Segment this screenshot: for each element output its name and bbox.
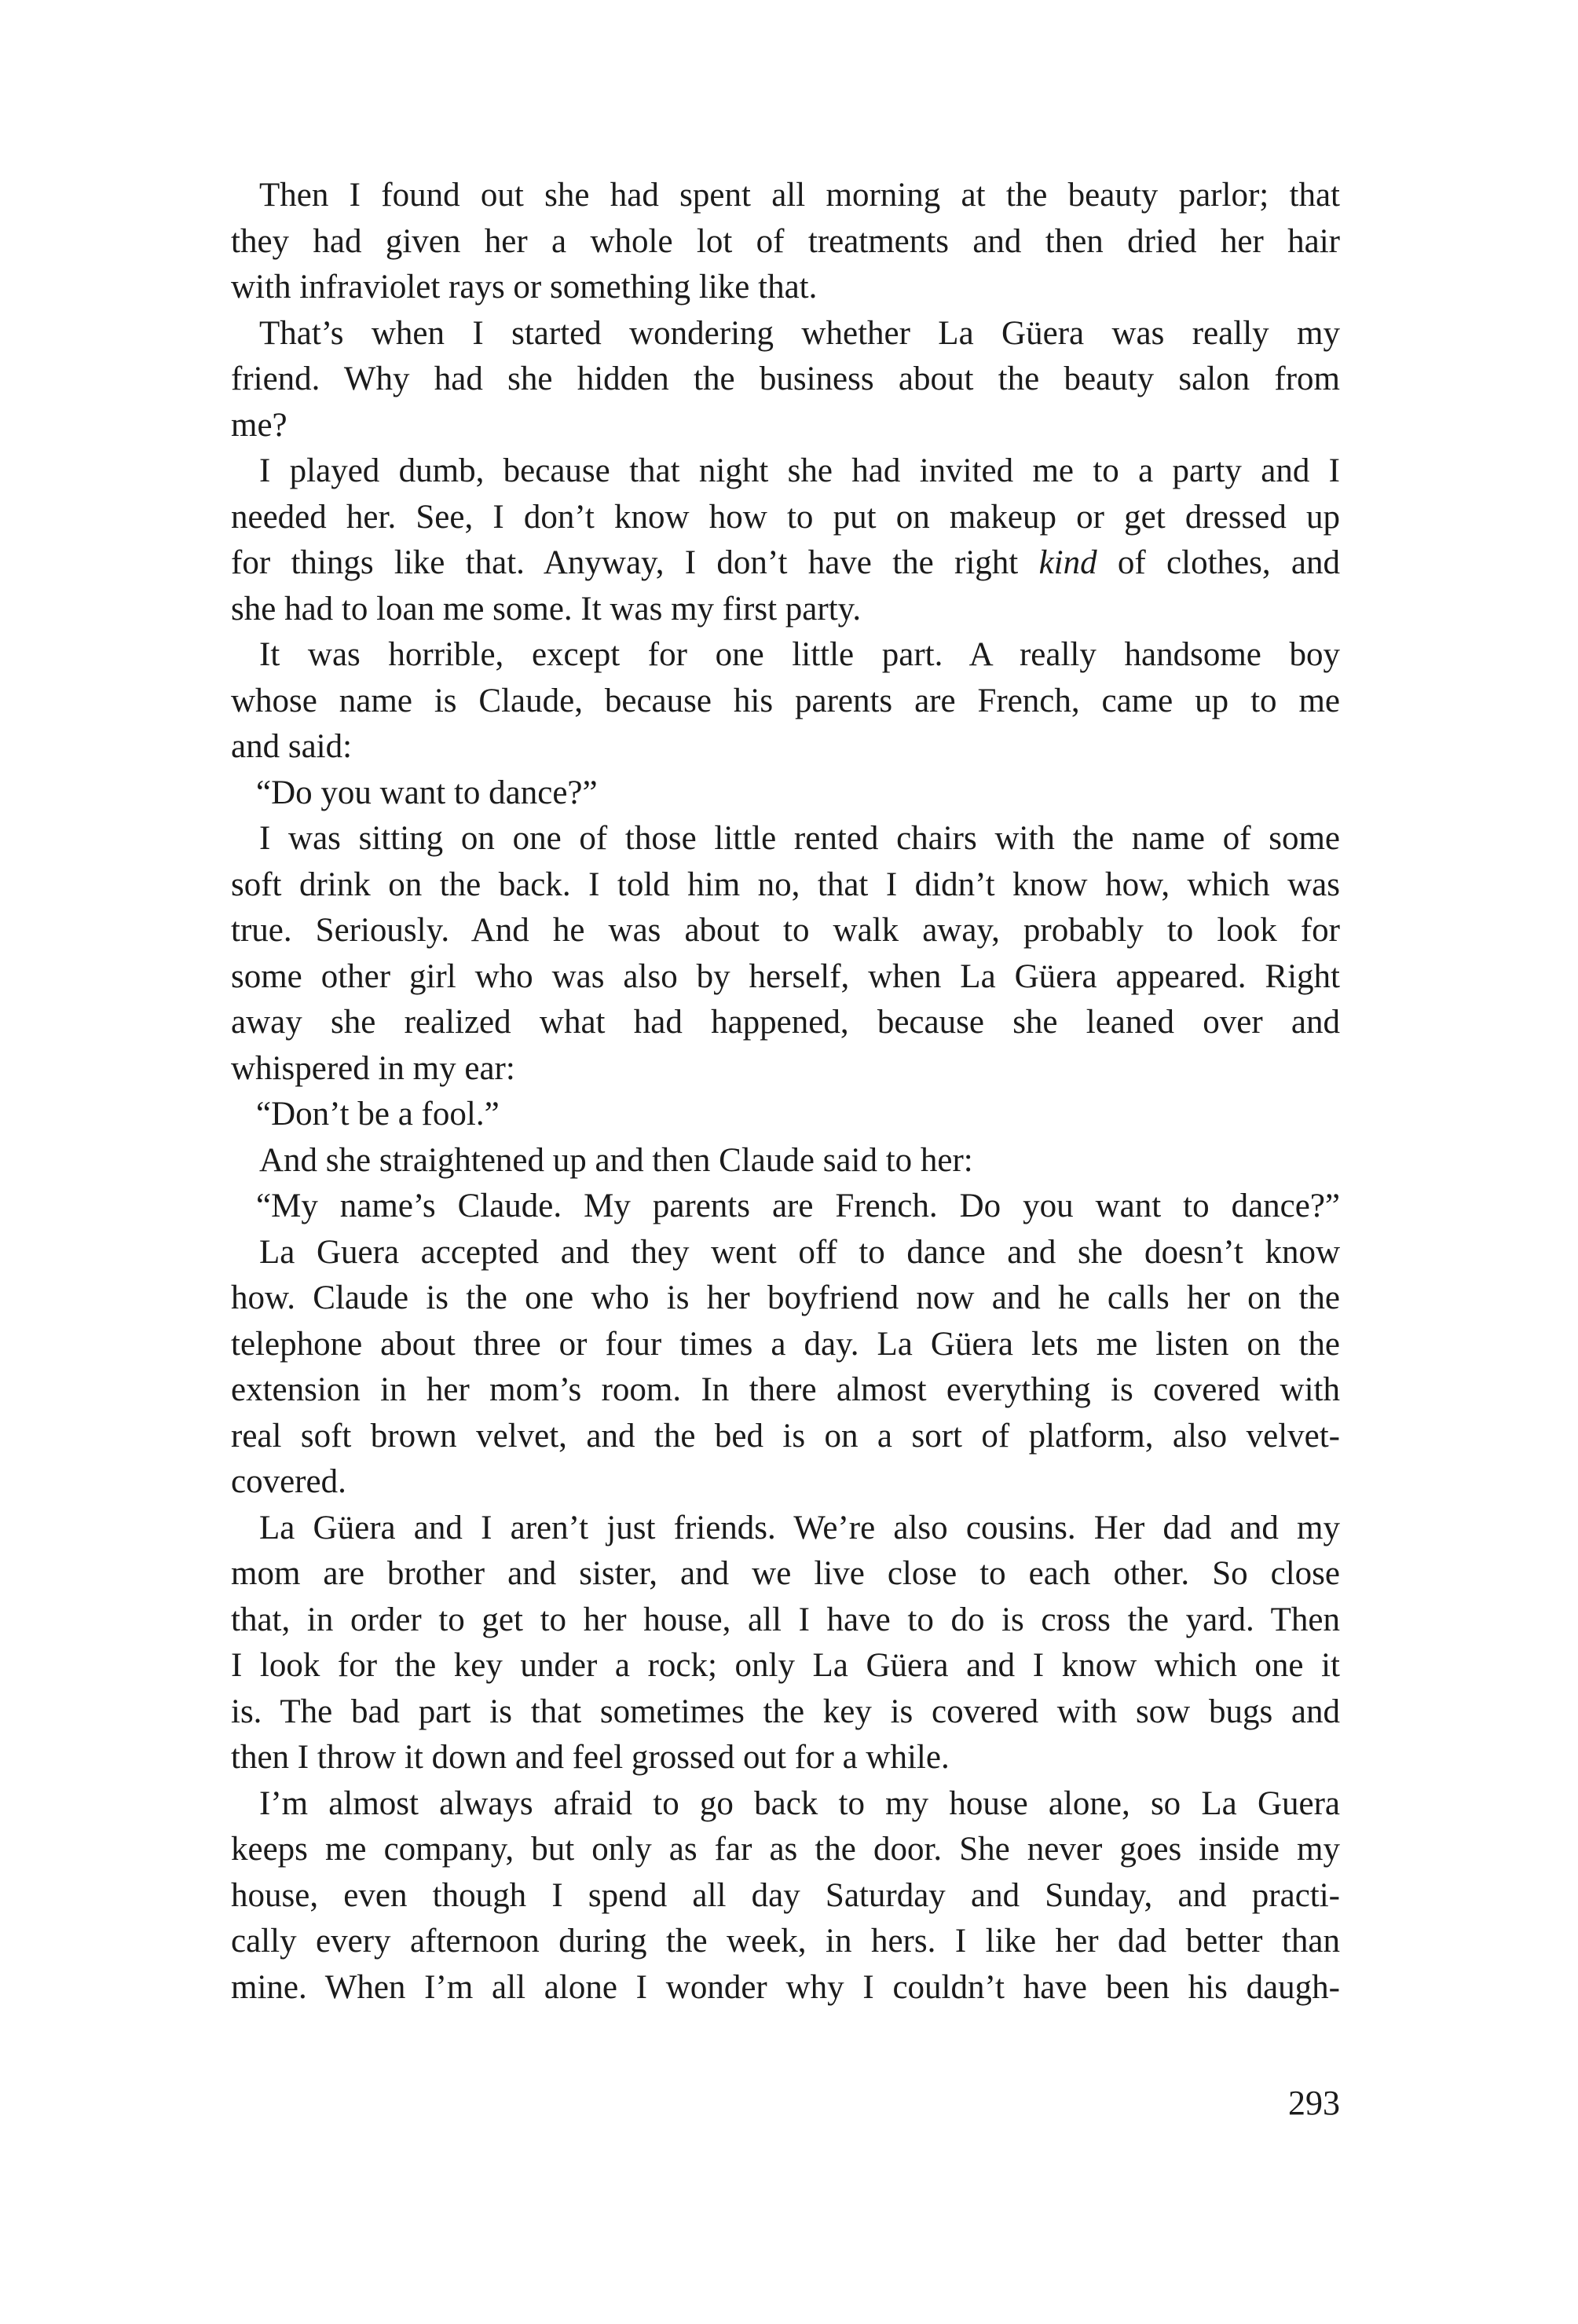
text-line: me?: [231, 406, 287, 444]
text-line: she had to loan me some. It was my first party.: [231, 590, 862, 628]
text-line: friend. Why had she hidden the business about the beauty salon from: [231, 360, 1340, 397]
text-line: with infraviolet rays or something like that.: [231, 269, 818, 306]
text-line: [231, 540, 1340, 587]
text-line: that, in order to get to her house, all I have to do is cross the yard. Then: [231, 1601, 1340, 1638]
text-line: and said:: [231, 728, 353, 765]
text-line: house, even though I spend all day Saturday and Sunday, and practi-: [231, 1876, 1340, 1914]
text-line: And she straightened up and then Claude said to her:: [259, 1141, 973, 1179]
text-line: Then I found out she had spent all morning at the beauty parlor; that: [259, 177, 1340, 214]
text-line: some other girl who was also by herself, when La Güera appeared. Right: [231, 957, 1340, 995]
text-segment: for things like that. Anyway, I don’t have the right: [231, 544, 1039, 581]
text-line: mom are brother and sister, and we live close to each other. So close: [231, 1555, 1340, 1592]
text-line: extension in her mom’s room. In there almost everything is covered with: [231, 1371, 1340, 1408]
text-line: they had given her a whole lot of treatments and then dried her hair: [231, 222, 1340, 260]
text-line: true. Seriously. And he was about to walk away, probably to look for: [231, 912, 1340, 949]
page-number: 293: [1288, 2084, 1340, 2122]
text-line: I look for the key under a rock; only La Güera and I know which one it: [231, 1647, 1340, 1684]
text-line: then I throw it down and feel grossed out for a while.: [231, 1739, 950, 1776]
text-line: how. Claude is the one who is her boyfriend now and he calls her on the: [231, 1279, 1340, 1316]
text-line: La Guera accepted and they went off to dance and she doesn’t know: [259, 1233, 1340, 1271]
text-line: needed her. See, I don’t know how to put on makeup or get dressed up: [231, 498, 1340, 536]
text-line: is. The bad part is that sometimes the key is covered with sow bugs and: [231, 1693, 1340, 1730]
text-line: “My name’s Claude. My parents are French. Do you want to dance?”: [256, 1188, 1340, 1224]
body-text: [231, 173, 1340, 2011]
text-line: La Güera and I aren’t just friends. We’re also cousins. Her dad and my: [259, 1509, 1340, 1546]
text-line: telephone about three or four times a day. La Güera lets me listen on the: [231, 1325, 1340, 1363]
text-line: covered.: [231, 1463, 346, 1500]
text-line: whose name is Claude, because his parents are French, came up to me: [231, 682, 1340, 719]
text-line: I was sitting on one of those little rented chairs with the name of some: [259, 820, 1340, 857]
text-line: mine. When I’m all alone I wonder why I couldn’t have been his daugh-: [231, 1968, 1340, 2006]
text-segment: of clothes, and: [1097, 544, 1341, 581]
text-line: whispered in my ear:: [231, 1049, 515, 1087]
text-line: “Don’t be a fool.”: [256, 1096, 500, 1133]
italic-word: kind: [1038, 544, 1097, 581]
text-line: I played dumb, because that night she had invited me to a party and I: [259, 452, 1340, 489]
text-line: cally every afternoon during the week, in hers. I like her dad better than: [231, 1923, 1340, 1960]
text-line: soft drink on the back. I told him no, that I didn’t know how, which was: [231, 866, 1340, 903]
text-line: keeps me company, but only as far as the door. She never goes inside my: [231, 1831, 1340, 1868]
text-line: “Do you want to dance?”: [256, 774, 598, 811]
text-line: I’m almost always afraid to go back to my house alone, so La Guera: [259, 1784, 1340, 1822]
text-line: That’s when I started wondering whether La Güera was really my: [259, 314, 1340, 352]
text-line: It was horrible, except for one little part. A really handsome boy: [259, 636, 1340, 673]
text-line: real soft brown velvet, and the bed is on a sort of platform, also velvet-: [231, 1417, 1340, 1455]
text-line: away she realized what had happened, because she leaned over and: [231, 1004, 1340, 1041]
